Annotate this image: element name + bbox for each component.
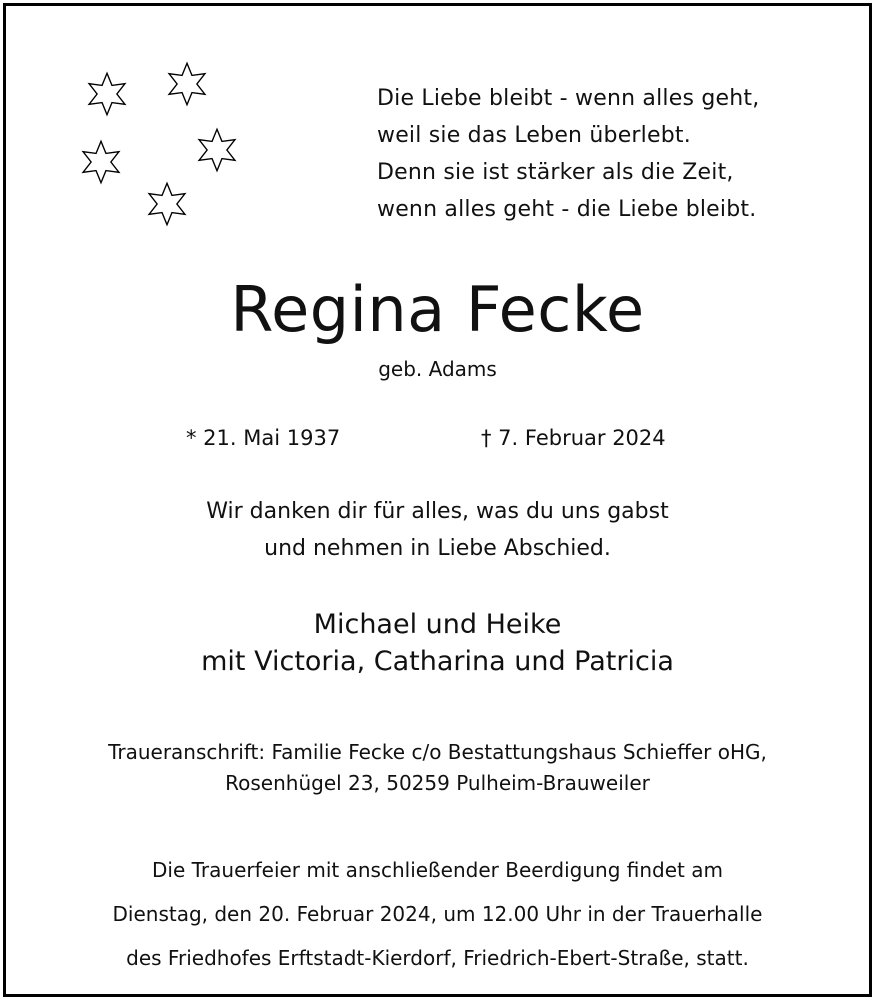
mourners xyxy=(0,606,875,680)
star-decoration xyxy=(70,55,260,245)
poem-line: Denn sie ist stärker als die Zeit, xyxy=(377,160,734,185)
address-line: Rosenhügel 23, 50259 Pulheim-Brauweiler xyxy=(225,771,650,795)
funeral-line: Dienstag, den 20. Februar 2024, um 12.00 Uhr in der Trauerhalle xyxy=(112,902,763,926)
birth-date: * 21. Mai 1937 xyxy=(186,426,341,450)
star-icon xyxy=(84,71,130,117)
poem-line: weil sie das Leben überlebt. xyxy=(377,123,691,148)
address-line: Traueranschrift: Familie Fecke c/o Bestattungshaus Schieffer oHG, xyxy=(108,740,767,764)
star-icon xyxy=(144,181,190,227)
funeral-notice xyxy=(0,848,875,980)
star-icon xyxy=(194,127,240,173)
star-icon xyxy=(78,139,124,185)
funeral-line: des Friedhofes Erftstadt-Kierdorf, Friedrich-Ebert-Straße, statt. xyxy=(126,946,749,970)
thanks-text xyxy=(0,493,875,567)
death-date: † 7. Februar 2024 xyxy=(481,426,666,450)
mourners-line: mit Victoria, Catharina und Patricia xyxy=(201,646,674,677)
deceased-name: Regina Fecke xyxy=(230,273,645,346)
thanks-line: und nehmen in Liebe Abschied. xyxy=(264,536,611,561)
thanks-line: Wir danken dir für alles, was du uns gabst xyxy=(206,499,669,524)
maiden-name: geb. Adams xyxy=(378,357,497,381)
star-icon xyxy=(164,61,210,107)
mourners-line: Michael und Heike xyxy=(313,609,562,640)
mourning-address xyxy=(0,737,875,799)
funeral-line: Die Trauerfeier mit anschließender Beerdigung findet am xyxy=(152,858,723,882)
poem-line: Die Liebe bleibt - wenn alles geht, xyxy=(377,86,760,111)
poem-line: wenn alles geht - die Liebe bleibt. xyxy=(377,197,757,222)
poem xyxy=(377,80,847,228)
